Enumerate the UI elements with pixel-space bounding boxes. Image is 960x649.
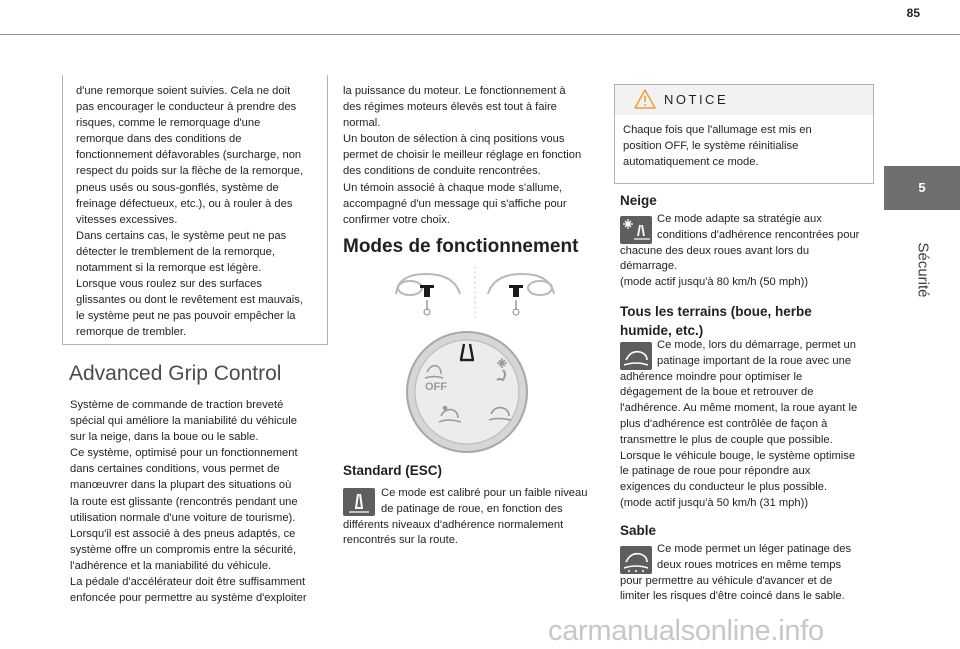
- mud-mode-text-indented: Ce mode, lors du démarrage, permet un patinage important de la roue avec une: [657, 339, 856, 367]
- continued-text: d'une remorque soient suivies. Cela ne doit pas encourager le conducteur à prendre des risques, comme le remorquage d'une remorque dans des conditions de fonctionnement défavorables (surcharge, non respect du poids sur la flèche de la remorque, pneus usés ou sous-gonflés, système de freinage défectueux, etc.), ou à rouler à des vitesses excessives. Dans certains cas, le système peut ne pas détecter le tremblement de la remorque, notamment si la remorque est légère. Lorsque vous roulez sur des surfaces glissantes ou dont le revêtement est mauvais, le système peut ne pas pouvoir empêcher la remorque de trembler.: [76, 85, 303, 339]
- section-title-agc: Advanced Grip Control: [69, 362, 282, 385]
- snow-mode-icon: [620, 216, 652, 244]
- standard-mode-icon: [343, 488, 375, 516]
- notice-text: Chaque fois que l'allumage est mis en position OFF, le système réinitialise automatiquement ce mode.: [623, 124, 812, 168]
- standard-mode-text-indented: Ce mode est calibré pour un faible niveau de patinage de roue, en fonction des: [381, 487, 588, 515]
- chapter-tab[interactable]: 5: [884, 166, 960, 210]
- sand-mode-title: Sable: [620, 523, 657, 538]
- notice-title: NOTICE: [664, 92, 729, 107]
- modes-title: Modes de fonctionnement: [343, 236, 579, 257]
- snow-mode-title: Neige: [620, 193, 657, 208]
- warning-triangle-icon: [633, 88, 657, 110]
- sand-mode-icon: [620, 546, 652, 574]
- continued-text-box: [62, 75, 328, 345]
- sand-mode-text: pour permettre au véhicule d'avancer et de limiter les risques d'être coincé dans le sable.: [620, 574, 845, 603]
- agc-description: Système de commande de traction breveté spécial qui améliore la maniabilité du véhicule sur la neige, dans la boue ou le sable. Ce système, optimisé pour un fonctionnement dans certaines conditions, vous permet de manœuvrer dans la plupart des situations où la route est glissante (rencontrés pendant une utilisation normale d'une voiture de tourisme). Lorsqu'il est associé à des pneus adaptés, ce système offre un compromis entre la sécurité, l'adhérence et la maniabilité du véhicule. La pédale d'accélérateur doit être suffisamment enfoncée pour permettre au système d'exploiter: [70, 399, 307, 605]
- steering-wheel-left-icon: [396, 274, 460, 315]
- steering-wheel-location-illustration: [390, 266, 560, 318]
- watermark: carmanualsonline.info: [548, 615, 824, 647]
- off-label: OFF: [425, 381, 447, 393]
- chapter-label: Sécurité: [914, 242, 932, 298]
- steering-wheel-right-icon: [488, 274, 554, 315]
- agc-description-continued: la puissance du moteur. Le fonctionnement à des régimes moteurs élevés est tout à faire normal. Un bouton de sélection à cinq positions vous permet de choisir le meilleur réglage en fonction des conditions de conduite rencontrées. Un témoin associé à chaque mode s'allume, accompagné d'un message qui s'affiche pour confirmer votre choix.: [343, 85, 582, 226]
- sand-mode-text-indented: Ce mode permet un léger patinage des deux roues motrices en même temps: [657, 543, 852, 571]
- notice-header: [615, 85, 873, 115]
- all-terrain-mode-title: Tous les terrains (boue, herbe humide, etc.): [620, 304, 812, 338]
- mode-selector-knob[interactable]: [405, 330, 529, 454]
- standard-mode-text: différents niveaux d'adhérence normalement rencontrés sur la route.: [343, 518, 564, 547]
- mud-mode-icon: [620, 342, 652, 370]
- notice-box: [614, 84, 874, 184]
- standard-mode-title: Standard (ESC): [343, 463, 443, 478]
- mud-mode-text: adhérence moindre pour optimiser le dégagement de la boue et retrouver de l'adhérence. Au même moment, la roue ayant le plus d'adhérence est contrôlée de façon à transmettre le plus de couple que possible. Lorsque le véhicule bouge, le système optimise le patinage de roue pour répondre aux exigences du conducteur le plus possible. (mode actif jusqu'à 50 km/h (31 mph)): [620, 370, 858, 509]
- page-number: 85: [906, 6, 920, 20]
- snow-mode-text: chacune des deux roues avant lors du démarrage. (mode actif jusqu'à 80 km/h (50 mph)): [620, 244, 810, 289]
- header-rule: [0, 34, 960, 35]
- snow-mode-text-indented: Ce mode adapte sa stratégie aux conditions d'adhérence rencontrées pour: [657, 213, 860, 241]
